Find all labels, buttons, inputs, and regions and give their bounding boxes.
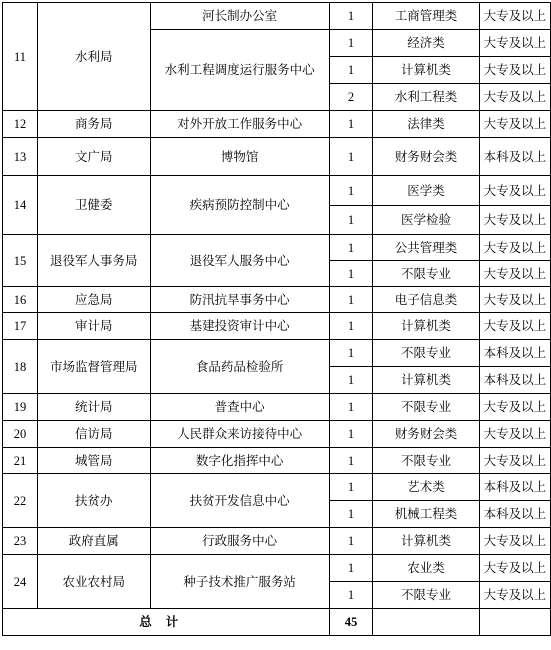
table-row: [3, 421, 551, 448]
major-cell: 公共管理类: [373, 235, 479, 261]
seq-cell: 23: [3, 528, 38, 555]
major-cell: 计算机类: [373, 528, 479, 555]
unit-cell: 数字化指挥中心: [150, 448, 329, 474]
unit-cell: 对外开放工作服务中心: [150, 111, 329, 138]
count-cell: 1: [329, 138, 373, 176]
empty-cell: [479, 609, 550, 636]
unit-cell: 普查中心: [150, 394, 329, 421]
edu-cell: 本科及以上: [479, 501, 550, 528]
dept-cell: 文广局: [38, 138, 151, 176]
unit-cell: 河长制办公室: [150, 3, 329, 30]
unit-cell: 基建投资审计中心: [150, 313, 329, 340]
seq-cell: 12: [3, 111, 38, 138]
dept-cell: 退役军人事务局: [38, 235, 151, 287]
edu-cell: 大专及以上: [479, 582, 550, 609]
edu-cell: 大专及以上: [479, 313, 550, 340]
table-row: [3, 474, 551, 501]
count-cell: 1: [329, 111, 373, 138]
major-cell: 计算机类: [373, 57, 479, 84]
major-cell: 电子信息类: [373, 287, 479, 313]
edu-cell: 本科及以上: [479, 474, 550, 501]
empty-cell: [373, 609, 479, 636]
table-row: [3, 235, 551, 261]
seq-cell: 17: [3, 313, 38, 340]
major-cell: 法律类: [373, 111, 479, 138]
recruitment-table: [2, 2, 551, 636]
table-row: [3, 340, 551, 367]
major-cell: 财务财会类: [373, 138, 479, 176]
edu-cell: 大专及以上: [479, 528, 550, 555]
major-cell: 农业类: [373, 555, 479, 582]
seq-cell: 18: [3, 340, 38, 394]
count-cell: 1: [329, 394, 373, 421]
major-cell: 不限专业: [373, 340, 479, 367]
table-row: [3, 394, 551, 421]
count-cell: 1: [329, 501, 373, 528]
edu-cell: 大专及以上: [479, 261, 550, 287]
table-row: [3, 528, 551, 555]
seq-cell: 21: [3, 448, 38, 474]
edu-cell: 大专及以上: [479, 111, 550, 138]
edu-cell: 大专及以上: [479, 394, 550, 421]
count-cell: 1: [329, 57, 373, 84]
seq-cell: 11: [3, 3, 38, 111]
dept-cell: 城管局: [38, 448, 151, 474]
edu-cell: 大专及以上: [479, 84, 550, 111]
edu-cell: 大专及以上: [479, 30, 550, 57]
count-cell: 1: [329, 261, 373, 287]
recruitment-table-sheet: [2, 2, 551, 636]
unit-cell: 博物馆: [150, 138, 329, 176]
table-row: [3, 3, 551, 30]
unit-cell: 退役军人服务中心: [150, 235, 329, 287]
count-cell: 1: [329, 3, 373, 30]
dept-cell: 农业农村局: [38, 555, 151, 609]
count-cell: 2: [329, 84, 373, 111]
unit-cell: 食品药品检验所: [150, 340, 329, 394]
edu-cell: 大专及以上: [479, 3, 550, 30]
total-label: 总计: [3, 609, 330, 636]
edu-cell: 大专及以上: [479, 421, 550, 448]
dept-cell: 审计局: [38, 313, 151, 340]
count-cell: 1: [329, 206, 373, 235]
major-cell: 工商管理类: [373, 3, 479, 30]
count-cell: 1: [329, 421, 373, 448]
dept-cell: 信访局: [38, 421, 151, 448]
unit-cell: 水利工程调度运行服务中心: [150, 30, 329, 111]
seq-cell: 14: [3, 176, 38, 235]
edu-cell: 大专及以上: [479, 176, 550, 206]
unit-cell: 疾病预防控制中心: [150, 176, 329, 235]
count-cell: 1: [329, 367, 373, 394]
seq-cell: 24: [3, 555, 38, 609]
count-cell: 1: [329, 313, 373, 340]
total-value: 45: [329, 609, 373, 636]
major-cell: 经济类: [373, 30, 479, 57]
major-cell: 不限专业: [373, 582, 479, 609]
edu-cell: 本科及以上: [479, 340, 550, 367]
total-row: [3, 609, 551, 636]
unit-cell: 人民群众来访接待中心: [150, 421, 329, 448]
count-cell: 1: [329, 235, 373, 261]
dept-cell: 扶贫办: [38, 474, 151, 528]
dept-cell: 应急局: [38, 287, 151, 313]
major-cell: 艺术类: [373, 474, 479, 501]
count-cell: 1: [329, 474, 373, 501]
major-cell: 不限专业: [373, 448, 479, 474]
dept-cell: 卫健委: [38, 176, 151, 235]
unit-cell: 种子技术推广服务站: [150, 555, 329, 609]
table-row: [3, 138, 551, 176]
table-row: [3, 313, 551, 340]
count-cell: 1: [329, 448, 373, 474]
major-cell: 财务财会类: [373, 421, 479, 448]
major-cell: 水利工程类: [373, 84, 479, 111]
edu-cell: 大专及以上: [479, 206, 550, 235]
count-cell: 1: [329, 176, 373, 206]
table-row: [3, 287, 551, 313]
count-cell: 1: [329, 528, 373, 555]
seq-cell: 16: [3, 287, 38, 313]
unit-cell: 防汛抗旱事务中心: [150, 287, 329, 313]
seq-cell: 19: [3, 394, 38, 421]
table-row: [3, 111, 551, 138]
seq-cell: 22: [3, 474, 38, 528]
major-cell: 不限专业: [373, 394, 479, 421]
edu-cell: 大专及以上: [479, 57, 550, 84]
dept-cell: 水利局: [38, 3, 151, 111]
major-cell: 医学检验: [373, 206, 479, 235]
edu-cell: 大专及以上: [479, 287, 550, 313]
edu-cell: 大专及以上: [479, 555, 550, 582]
major-cell: 机械工程类: [373, 501, 479, 528]
count-cell: 1: [329, 30, 373, 57]
unit-cell: 扶贫开发信息中心: [150, 474, 329, 528]
seq-cell: 20: [3, 421, 38, 448]
dept-cell: 商务局: [38, 111, 151, 138]
table-row: [3, 176, 551, 206]
unit-cell: 行政服务中心: [150, 528, 329, 555]
dept-cell: 市场监督管理局: [38, 340, 151, 394]
edu-cell: 大专及以上: [479, 235, 550, 261]
major-cell: 计算机类: [373, 313, 479, 340]
count-cell: 1: [329, 287, 373, 313]
major-cell: 不限专业: [373, 261, 479, 287]
dept-cell: 政府直属: [38, 528, 151, 555]
dept-cell: 统计局: [38, 394, 151, 421]
table-row: [3, 448, 551, 474]
count-cell: 1: [329, 582, 373, 609]
seq-cell: 15: [3, 235, 38, 287]
count-cell: 1: [329, 340, 373, 367]
major-cell: 计算机类: [373, 367, 479, 394]
major-cell: 医学类: [373, 176, 479, 206]
seq-cell: 13: [3, 138, 38, 176]
table-row: [3, 555, 551, 582]
edu-cell: 大专及以上: [479, 448, 550, 474]
count-cell: 1: [329, 555, 373, 582]
edu-cell: 本科及以上: [479, 367, 550, 394]
edu-cell: 本科及以上: [479, 138, 550, 176]
